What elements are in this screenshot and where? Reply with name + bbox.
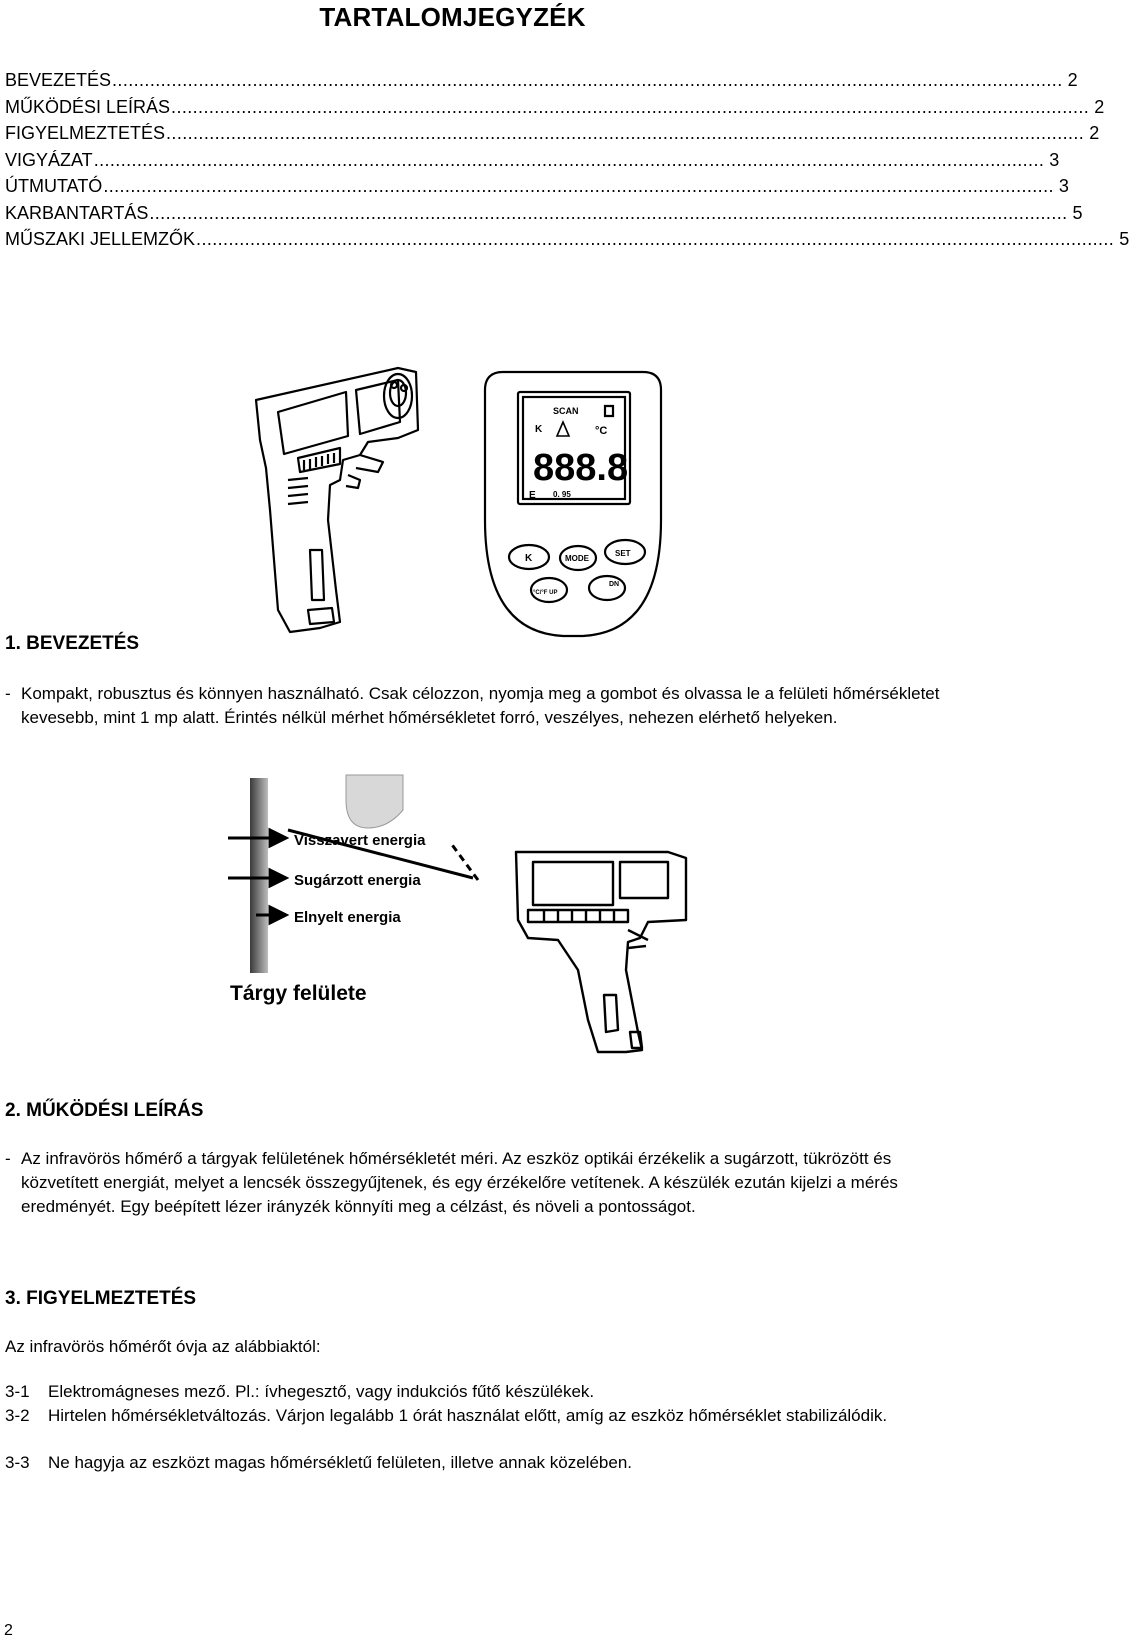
toc-page: 3 — [1058, 176, 1069, 196]
display-digits: 888.8 — [533, 447, 629, 489]
display-unit-label: °C — [595, 425, 608, 437]
toc-page: 5 — [1119, 229, 1129, 249]
device-down-button: DN — [609, 581, 620, 588]
item-number: 3-2 — [5, 1406, 30, 1425]
toc-leader: ................................................................................................................................................................................ — [93, 149, 1045, 170]
item-text: Ne hagyja az eszközt magas hőmérsékletű felületen, illetve annak közelében. — [48, 1453, 633, 1472]
toc-row[interactable] — [5, 96, 1105, 124]
item-number: 3-1 — [5, 1382, 30, 1401]
toc-leader: ................................................................................................................................................................................ — [103, 176, 1054, 196]
display-scan-label: SCAN — [553, 406, 579, 416]
energy-diagram — [228, 770, 698, 1060]
emitted-energy-label: Sugárzott energia — [294, 872, 421, 889]
toc-label: VIGYÁZAT — [5, 149, 93, 170]
device-k-button: K — [525, 553, 533, 564]
bullet-dash: - — [5, 1149, 11, 1168]
toc-label: ÚTMUTATÓ — [5, 176, 103, 196]
toc-row[interactable] — [5, 202, 1083, 230]
toc-page: 5 — [1072, 202, 1083, 223]
section-heading: 1. BEVEZETÉS — [5, 633, 140, 654]
section-heading: 3. FIGYELMEZTETÉS — [5, 1288, 197, 1309]
toc-page: 2 — [1089, 123, 1100, 143]
surface-label: Tárgy felülete — [230, 982, 367, 1005]
toc-page: 2 — [1067, 70, 1078, 90]
item-text: Hirtelen hőmérsékletváltozás. Várjon legalább 1 órát használat előtt, amíg az eszköz hőmérséklet stabilizálódik. — [48, 1406, 888, 1425]
page-number: 2 — [4, 1622, 13, 1639]
reflected-energy-label: Visszavert energia — [294, 832, 426, 849]
thermometer-lens-icon — [346, 775, 403, 828]
device-up-button: °C/°F UP — [533, 590, 558, 596]
toc-leader: ................................................................................................................................................................................ — [112, 70, 1063, 90]
paragraph-text: Az infravörös hőmérő a tárgyak felületének hőmérsékletét méri. Az eszköz optikái érzékelik a sugárzott, tükrözött és közvetített energiát, melyet a lencsék összegyűjtenek, és egy érzékelőre vetítenek. A készülék ezután kijelzi a mérés eredményét. Egy beépített lézer irányzék könnyíti meg a célzást, és növeli a pontosságot. — [21, 1149, 898, 1216]
display-emissivity-value: 0. 95 — [553, 490, 571, 499]
toc-label: BEVEZETÉS — [5, 70, 112, 90]
toc-label: MŰSZAKI JELLEMZŐK — [5, 229, 196, 249]
item-number: 3-3 — [5, 1453, 30, 1472]
bullet-dash: - — [5, 684, 11, 703]
thermometer-gun-illustration — [248, 360, 438, 635]
intro-paragraph: Az infravörös hőmérőt óvja az alábbiaktól: — [5, 1337, 321, 1356]
toc-page: 3 — [1049, 149, 1060, 170]
list-item — [5, 1380, 955, 1404]
toc-leader: .......................................................................................................................................................................... — [171, 96, 1090, 117]
bullet-paragraph — [5, 682, 955, 730]
toc-row[interactable] — [5, 70, 1078, 97]
toc-leader: .......................................................................................................................................................................... — [196, 229, 1115, 249]
toc-row[interactable] — [5, 229, 1129, 256]
list-item — [5, 1404, 955, 1428]
absorbed-energy-label: Elnyelt energia — [294, 909, 401, 926]
page-title: TARTALOMJEGYZÉK — [319, 2, 586, 32]
paragraph-text: Kompakt, robusztus és könnyen használható. Csak célozzon, nyomja meg a gombot és olvassa le a felületi hőmérsékletet kevesebb, mint 1 mp alatt. Érintés nélkül mérhet hőmérsékletet forró, veszélyes, nehezen elérhető helyeken. — [21, 684, 940, 727]
table-of-contents — [5, 70, 1129, 256]
list-item — [5, 1451, 955, 1475]
toc-leader: .......................................................................................................................................................................... — [166, 123, 1085, 143]
display-k-label: K — [535, 424, 543, 435]
toc-row[interactable] — [5, 123, 1100, 150]
object-surface-wall — [250, 778, 268, 973]
device-mode-button: MODE — [565, 554, 589, 563]
thermometer-gun-small — [516, 852, 686, 1052]
toc-label: MŰKÖDÉSI LEÍRÁS — [5, 96, 171, 117]
item-text: Elektromágneses mező. Pl.: ívhegesztő, vagy indukciós fűtő készülékek. — [48, 1382, 595, 1401]
toc-page: 2 — [1094, 96, 1105, 117]
device-set-button: SET — [615, 549, 631, 558]
toc-row[interactable] — [5, 149, 1060, 177]
toc-row[interactable] — [5, 176, 1069, 203]
toc-label: FIGYELMEZTETÉS — [5, 123, 166, 143]
section-heading: 2. MŰKÖDÉSI LEÍRÁS — [5, 1100, 204, 1121]
thermometer-front-illustration — [483, 370, 663, 638]
bullet-paragraph — [5, 1147, 955, 1219]
toc-leader: .......................................................................................................................................................................... — [149, 202, 1068, 223]
toc-label: KARBANTARTÁS — [5, 202, 149, 223]
display-e-label: E — [529, 490, 536, 501]
